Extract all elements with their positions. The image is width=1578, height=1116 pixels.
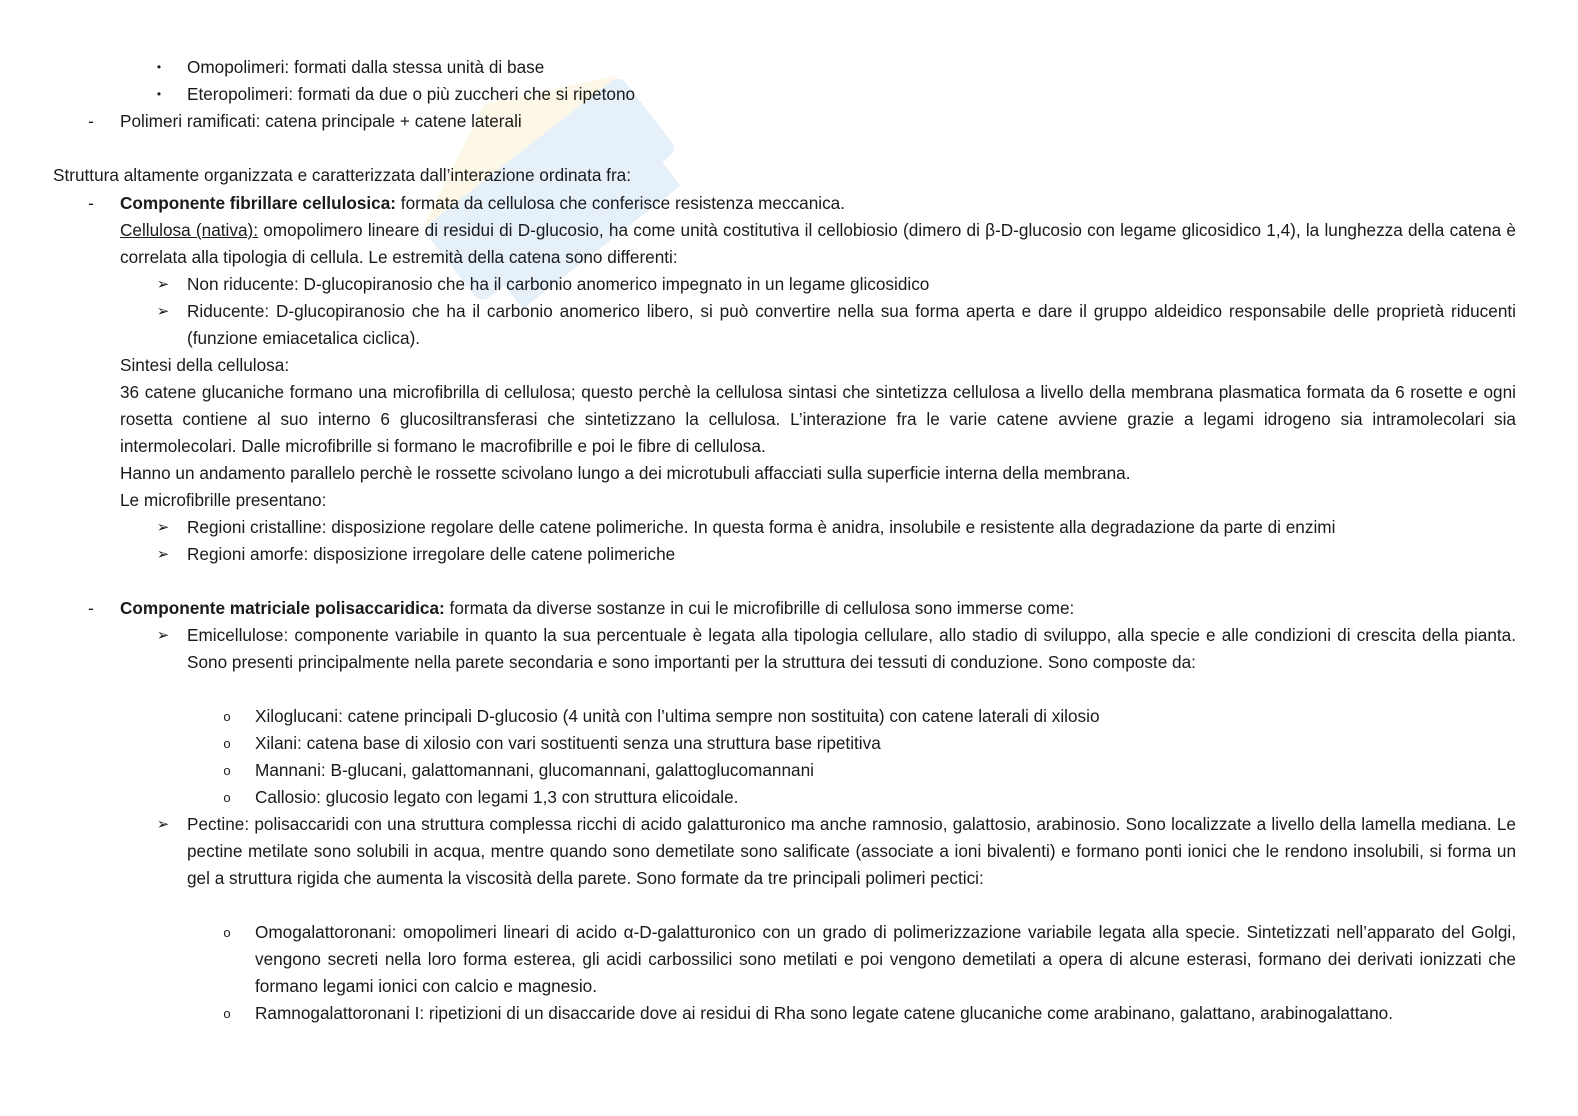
- synthesis-paragraph: 36 catene glucaniche formano una microfibrilla di cellulosa; questo perchè la cellulosa sintasi che sintetizza cellulosa a livello della membrana plasmatica formata da 6 rosette e ogni rosetta contiene al suo interno 6 glucosiltransferasi che sintetizzano la cellulosa. L’interazione fra le varie catene avviene grazie a legami idrogeno sia intramolecolari sia intermolecolari. Dalle microfibrille si formano le macrofibrille e poi le fibre di cellulosa.: [120, 382, 1516, 456]
- fibrillar-heading: [120, 190, 845, 217]
- bullet-icon: •: [156, 87, 162, 101]
- circle-bullet-icon: o: [223, 925, 231, 940]
- matrix-heading: [120, 595, 1074, 622]
- circle-bullet-icon: o: [223, 763, 231, 778]
- list-item: Riducente: D-glucopiranosio che ha il carbonio anomerico libero, si può convertire nella sua forma aperta e dare il gruppo aldeidico responsabile delle proprietà riducenti (funzione emiacetalica ciclica).: [187, 301, 1516, 348]
- matrix-label: Componente matriciale polisaccaridica:: [120, 598, 445, 618]
- matrix-text: formata da diverse sostanze in cui le microfibrille di cellulosa sono immerse come:: [444, 598, 1075, 618]
- list-item: Xilani: catena base di xilosio con vari sostituenti senza una struttura base ripetitiva: [255, 733, 881, 753]
- dash-marker: -: [88, 193, 94, 213]
- bullet-icon: •: [156, 60, 162, 74]
- list-item: Xiloglucani: catene principali D-glucosio (4 unità con l’ultima sempre non sostituita) con catene laterali di xilosio: [255, 706, 1100, 726]
- dash-marker: -: [88, 111, 94, 131]
- arrow-bullet-icon: ➢: [156, 627, 170, 644]
- arrow-bullet-icon: ➢: [156, 546, 170, 563]
- hemicellulose-paragraph: Emicellulose: componente variabile in quanto la sua percentuale è legata alla tipologia cellulare, allo stadio di sviluppo, alla specie e alle condizioni di crescita della pianta. Sono presenti principalmente nella parete secondaria e sono importanti per la struttura dei tessuti di conduzione. Sono composte da:: [187, 625, 1516, 672]
- circle-bullet-icon: o: [223, 709, 231, 724]
- circle-bullet-icon: o: [223, 790, 231, 805]
- arrow-bullet-icon: ➢: [156, 519, 170, 536]
- cellulose-label: Cellulosa (nativa):: [120, 220, 259, 240]
- list-item: Ramnogalattoronani I: ripetizioni di un disaccaride dove ai residui di Rha sono legate catene glucaniche come arabinano, galattano, arabinogalattano.: [255, 1003, 1393, 1023]
- arrow-bullet-icon: ➢: [156, 303, 170, 320]
- pectins-paragraph: Pectine: polisaccaridi con una struttura complessa ricchi di acido galatturonico ma anche ramnosio, galattosio, arabinosio. Sono localizzate a livello della lamella mediana. Le pectine metilate sono solubili in acqua, mentre quando sono demetilate sono salificate (associate a ioni bivalenti) e formano ponti ionici che le rendono insolubili, si forma un gel a struttura rigida che aumenta la viscosità della parete. Sono formate da tre principali polimeri pectici:: [187, 814, 1516, 888]
- cellulose-paragraph: [120, 217, 1516, 271]
- synthesis-title: Sintesi della cellulosa:: [120, 355, 290, 375]
- fibrillar-text: formata da cellulosa che conferisce resistenza meccanica.: [396, 193, 846, 213]
- list-item: Regioni cristalline: disposizione regolare delle catene polimeriche. In questa forma è anidra, insolubile e resistente alla degradazione da parte di enzimi: [187, 517, 1336, 537]
- list-item: Callosio: glucosio legato con legami 1,3 con struttura elicoidale.: [255, 787, 739, 807]
- dash-marker: -: [88, 598, 94, 618]
- list-item: Polimeri ramificati: catena principale + catene laterali: [120, 111, 522, 131]
- arrow-bullet-icon: ➢: [156, 276, 170, 293]
- list-item: Non riducente: D-glucopiranosio che ha il carbonio anomerico impegnato in un legame glicosidico: [187, 274, 930, 294]
- list-item: Regioni amorfe: disposizione irregolare delle catene polimeriche: [187, 544, 676, 564]
- circle-bullet-icon: o: [223, 1006, 231, 1021]
- list-item: Mannani: B-glucani, galattomannani, glucomannani, galattoglucomannani: [255, 760, 814, 780]
- fibrillar-label: Componente fibrillare cellulosica:: [120, 193, 397, 213]
- intro-text: Struttura altamente organizzata e caratterizzata dall’interazione ordinata fra:: [53, 165, 632, 185]
- parallel-text: Hanno un andamento parallelo perchè le rossette scivolano lungo a dei microtubuli affacciati sulla superficie interna della membrana.: [120, 463, 1131, 483]
- circle-bullet-icon: o: [223, 736, 231, 751]
- list-item: Omopolimeri: formati dalla stessa unità di base: [187, 57, 545, 77]
- microfibrils-title: Le microfibrille presentano:: [120, 490, 327, 510]
- cellulose-text: omopolimero lineare di residui di D-glucosio, ha come unità costitutiva il cellobiosio (dimero di β-D-glucosio con legame glicosidico 1,4), la lunghezza della catena è correlata alla tipologia di cellula. Le estremità della catena sono differenti:: [120, 220, 1516, 267]
- list-item: Eteropolimeri: formati da due o più zuccheri che si ripetono: [187, 84, 636, 104]
- list-item: Omogalattoronani: omopolimeri lineari di acido α-D-galatturonico con un grado di polimerizzazione variabile legata alla specie. Sintetizzati nell’apparato del Golgi, vengono secreti nella loro forma esterea, gli acidi carbossilici sono metilati e poi vengono demetilati a opera di alcune esterasi, formano dei derivati ionizzati che formano legami ionici con calcio e magnesio.: [255, 922, 1516, 996]
- arrow-bullet-icon: ➢: [156, 816, 170, 833]
